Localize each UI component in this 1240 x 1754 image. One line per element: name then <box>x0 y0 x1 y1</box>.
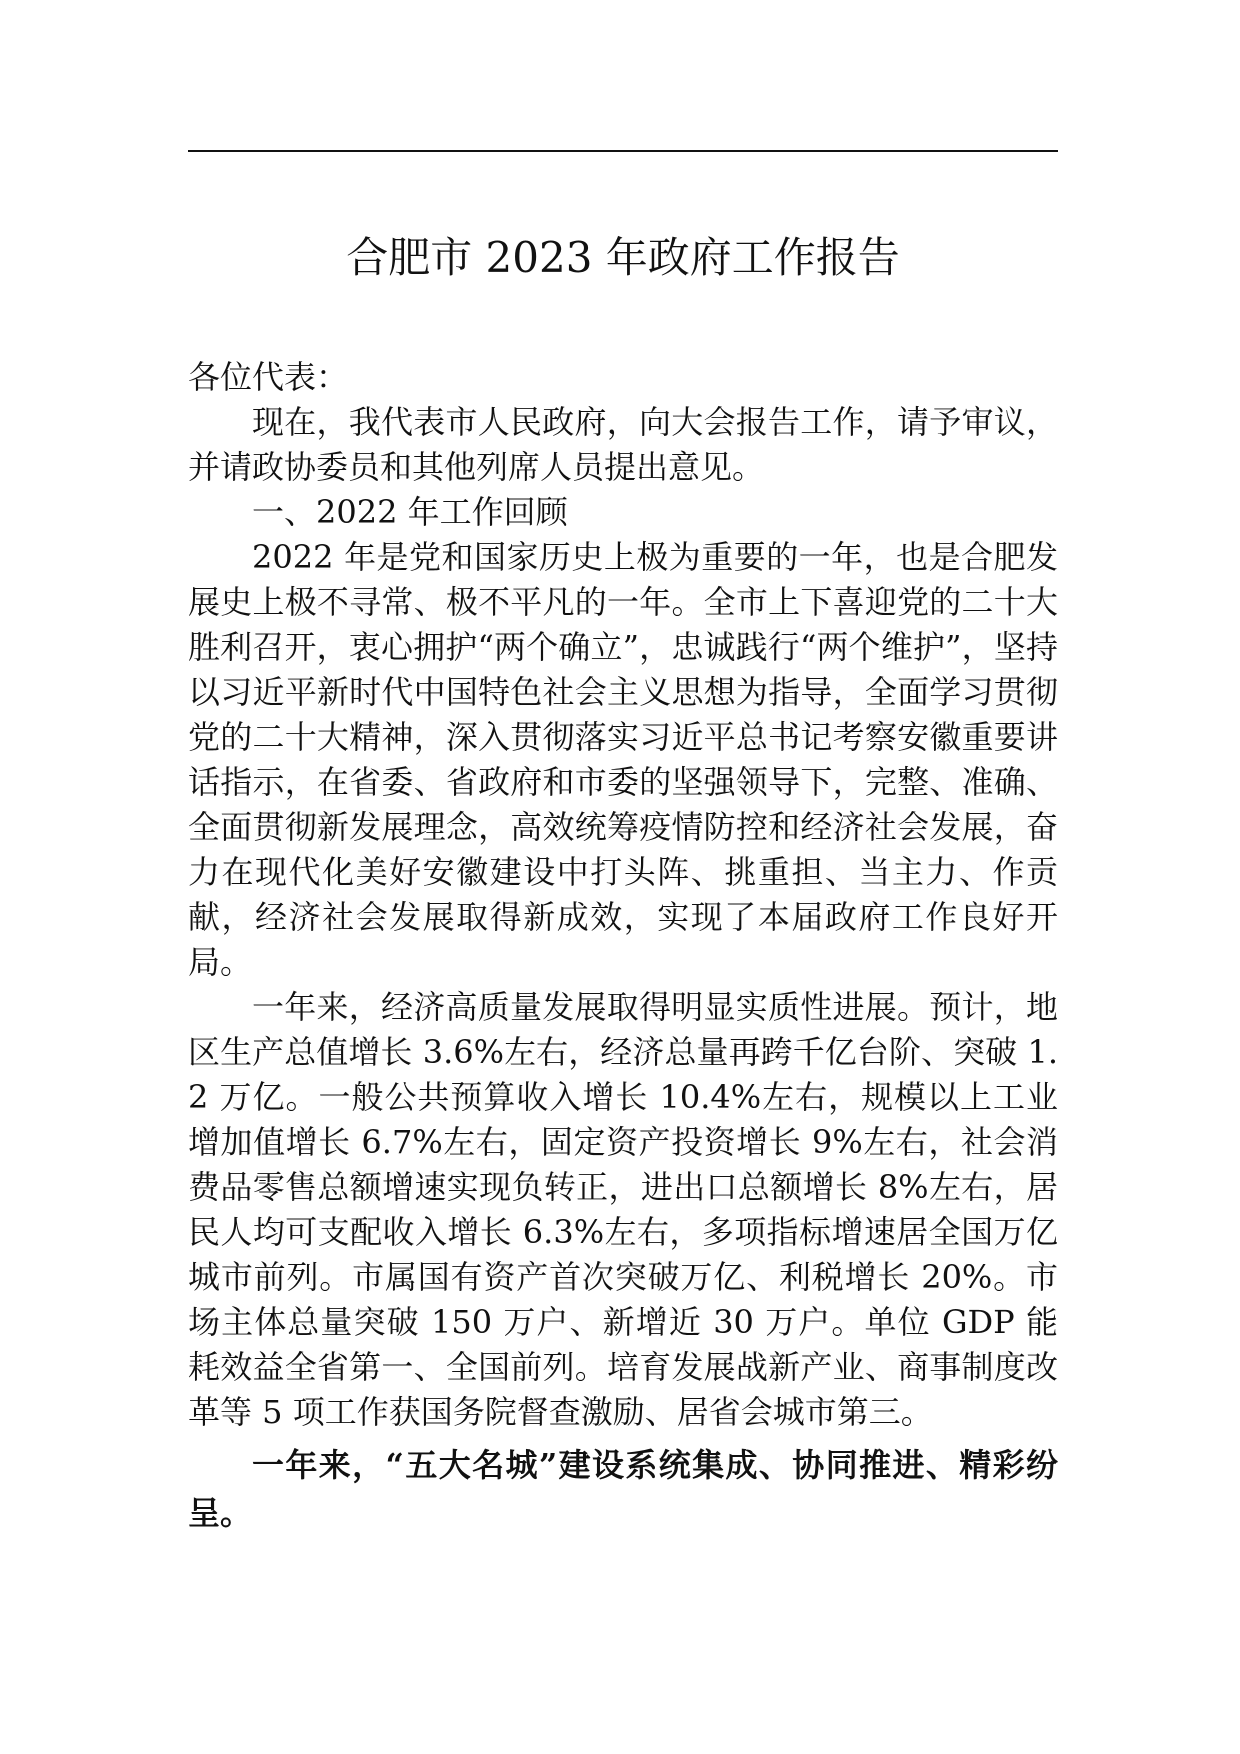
paragraph-five-cities-heading: 一年来，“五大名城”建设系统集成、协同推进、精彩纷呈。 <box>188 1446 1058 1532</box>
salutation: 各位代表： <box>188 358 349 396</box>
paragraph-economy: 一年来，经济高质量发展取得明显实质性进展。预计，地区生产总值增长 3.6%左右，经济总量再跨千亿台阶、突破 1.2 万亿。一般公共预算收入增长 10.4%左右，规模以上工业增加值增长 6.7%左右，固定资产投资增长 9%左右，社会消费品零售总额增速实现负转正，进出口总额增长 8%左右，居民人均可支配收入增长 6.3%左右，多项指标增速居全国万亿城市前列。市属国有资产首次突破万亿、利税增长 20%。市场主体总量突破 150 万户、新增近 30 万户。单位 GDP 能耗效益全省第一、全国前列。培育发展战新产业、商事制度改革等 5 项工作获国务院督查激励、居省会城市第三。 <box>188 988 1058 1431</box>
section-heading-review: 一、2022 年工作回顾 <box>252 493 568 531</box>
document-body <box>188 355 1058 1537</box>
document-title: 合肥市 2023 年政府工作报告 <box>346 233 900 282</box>
header-rule <box>188 150 1058 152</box>
paragraph-overview: 2022 年是党和国家历史上极为重要的一年，也是合肥发展史上极不寻常、极不平凡的一年。全市上下喜迎党的二十大胜利召开，衷心拥护“两个确立”，忠诚践行“两个维护”，坚持以习近平新时代中国特色社会主义思想为指导，全面学习贯彻党的二十大精神，深入贯彻落实习近平总书记考察安徽重要讲话指示，在省委、省政府和市委的坚强领导下，完整、准确、全面贯彻新发展理念，高效统筹疫情防控和经济社会发展，奋力在现代化美好安徽建设中打头阵、挑重担、当主力、作贡献，经济社会发展取得新成效，实现了本届政府工作良好开局。 <box>188 538 1058 981</box>
paragraph-intro: 现在，我代表市人民政府，向大会报告工作，请予审议，并请政协委员和其他列席人员提出意见。 <box>188 403 1058 486</box>
